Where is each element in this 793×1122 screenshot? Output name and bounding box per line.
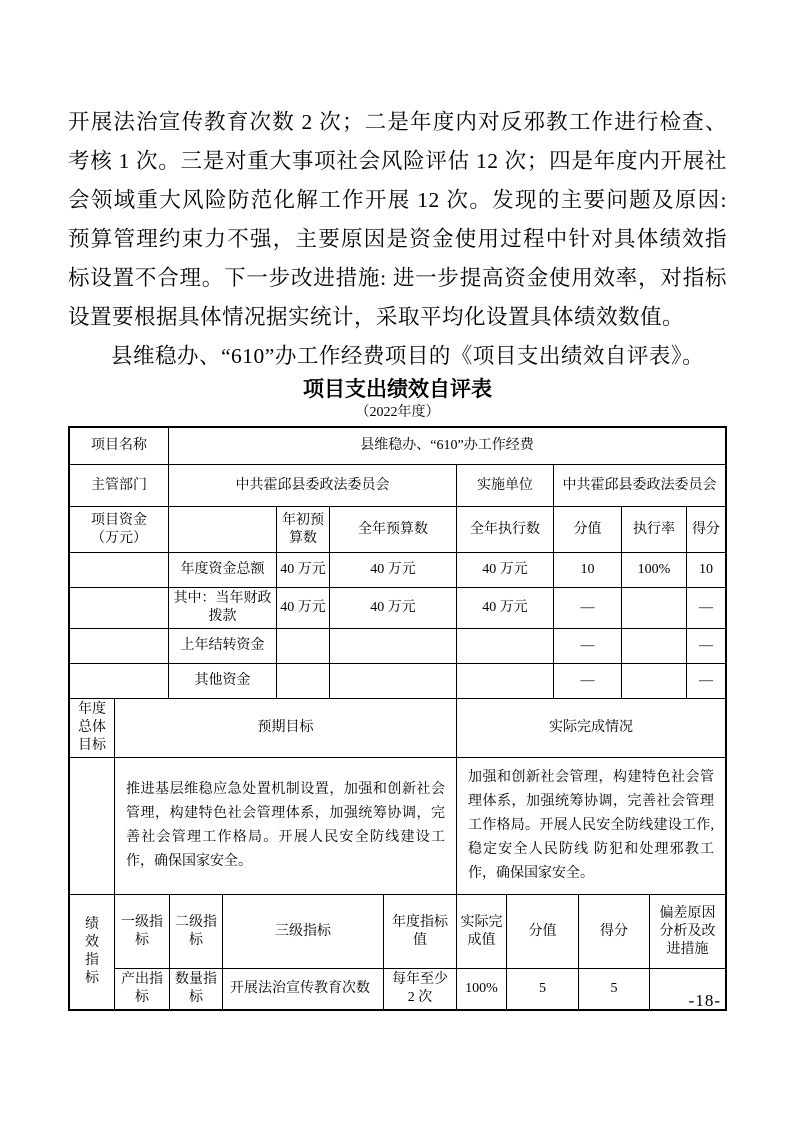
table-subtitle: （2022年度） [355,405,440,420]
table-row [70,664,726,699]
funding-cell [330,664,457,699]
empty-cell [70,629,169,664]
indicator-header-score: 得分 [579,895,650,969]
page-content [68,103,727,1011]
funding-header-score: 得分 [687,507,726,553]
indicator-header-points: 分值 [507,895,579,969]
funding-cell: 10 [554,553,622,588]
indicator-level1-cell: 产出指标 [115,969,170,1010]
expected-goal-header-cell: 预期目标 [115,699,457,758]
indicator-actual-cell: 100% [457,969,507,1010]
funding-cell [457,629,554,664]
funding-label-line2: （万元） [91,530,147,546]
actual-completion-text-cell: 加强和创新社会管理，构建特色社会管理体系，加强统筹协调，完善社会管理工作格局。开展人民安全防线建设工作,稳定安全人民防线 防犯和处理邪教工作，确保国家安全。 [457,758,726,895]
funding-cell: — [554,664,622,699]
funding-header-points: 分值 [554,507,622,553]
indicator-header-target: 年度指标值 [384,895,457,969]
table-row [70,553,726,588]
empty-cell [70,758,115,895]
table-row [70,699,726,758]
funding-cell: — [687,588,726,629]
funding-cell: 40 万元 [277,588,330,629]
table-row [70,758,726,895]
funding-row-name: 上年结转资金 [169,629,277,664]
funding-cell [277,629,330,664]
table-row [70,895,726,969]
funding-cell: 40 万元 [277,553,330,588]
funding-label-line1: 项目资金 [91,512,147,528]
indicator-header-deviation: 偏差原因分析及改进措施 [650,895,726,969]
funding-cell: 40 万元 [457,553,554,588]
funding-cell: 40 万元 [330,553,457,588]
table-row [70,629,726,664]
table-row [70,507,726,553]
indicator-target-cell: 每年至少 2 次 [384,969,457,1010]
funding-row-name: 其中：当年财政拨款 [169,588,277,629]
dept-label-cell: 主管部门 [70,465,169,507]
project-name-value-cell: 县维稳办、“610”办工作经费 [169,428,726,465]
table-section-funding [69,506,726,699]
table-section-goal [69,698,726,895]
indicator-points-cell: 5 [507,969,579,1010]
funding-cell: 10 [687,553,726,588]
funding-cell [330,629,457,664]
impl-unit-label-cell: 实施单位 [457,465,554,507]
indicators-label-cell: 绩效指标 [70,895,115,1010]
table-row [70,428,726,465]
paragraph-1: 开展法治宣传教育次数 2 次；二是年度内对反邪教工作进行检查、考核 1 次。三是对重大事项社会风险评估 12 次；四是年度内开展社会领域重大风险防范化解工作开展 12 次。发现的主要问题及原因: 预算管理约束力不强，主要原因是资金使用过程中针对具体绩效指标设置不合理。下一步改进措施: 进一步提高资金使用效率，对指标设置要根据具体情况据实统计，采取平均化设置具体绩效数值。 [68,110,727,329]
funding-header-executed: 全年执行数 [457,507,554,553]
table-section-indicators [69,894,726,1010]
indicator-header-level3: 三级指标 [223,895,384,969]
table-row [70,969,726,1010]
table-row [70,588,726,629]
empty-cell [70,588,169,629]
empty-cell [70,553,169,588]
indicator-header-level1: 一级指标 [115,895,170,969]
empty-cell [70,664,169,699]
funding-cell: — [687,664,726,699]
table-row [70,465,726,507]
page-number: -18- [688,991,721,1010]
paragraph-2: 县维稳办、“610”办工作经费项目的《项目支出绩效自评表》。 [111,344,705,368]
self-evaluation-table [68,426,727,1011]
empty-cell [169,507,277,553]
funding-cell: — [554,629,622,664]
funding-cell [622,629,687,664]
funding-cell: — [687,629,726,664]
funding-cell [277,664,330,699]
indicator-header-level2: 二级指标 [170,895,223,969]
funding-row-name: 年度资金总额 [169,553,277,588]
funding-header-annual-budget: 全年预算数 [330,507,457,553]
funding-header-begin-budget: 年初预算数 [277,507,330,553]
table-title: 项目支出绩效自评表 [303,378,492,401]
funding-row-name: 其他资金 [169,664,277,699]
funding-header-exec-rate: 执行率 [622,507,687,553]
project-name-label-cell: 项目名称 [70,428,169,465]
funding-label-cell [70,507,169,553]
table-section-basic [69,427,726,507]
funding-cell [457,664,554,699]
funding-cell: 100% [622,553,687,588]
funding-cell [622,588,687,629]
funding-cell: 40 万元 [330,588,457,629]
dept-value-cell: 中共霍邱县委政法委员会 [169,465,457,507]
funding-cell: — [554,588,622,629]
indicator-level3-cell: 开展法治宣传教育次数 [223,969,384,1010]
impl-unit-value-cell: 中共霍邱县委政法委员会 [554,465,726,507]
funding-cell [622,664,687,699]
expected-goal-text-cell: 推进基层维稳应急处置机制设置，加强和创新社会管理，构建特色社会管理体系，加强统筹协调，完善社会管理工作格局。开展人民安全防线建设工作，确保国家安全。 [115,758,457,895]
indicator-score-cell: 5 [579,969,650,1010]
indicator-header-actual: 实际完成值 [457,895,507,969]
annual-goal-label-cell: 年度总体目标 [70,699,115,758]
funding-cell: 40 万元 [457,588,554,629]
indicator-level2-cell: 数量指标 [170,969,223,1010]
actual-completion-header-cell: 实际完成情况 [457,699,726,758]
